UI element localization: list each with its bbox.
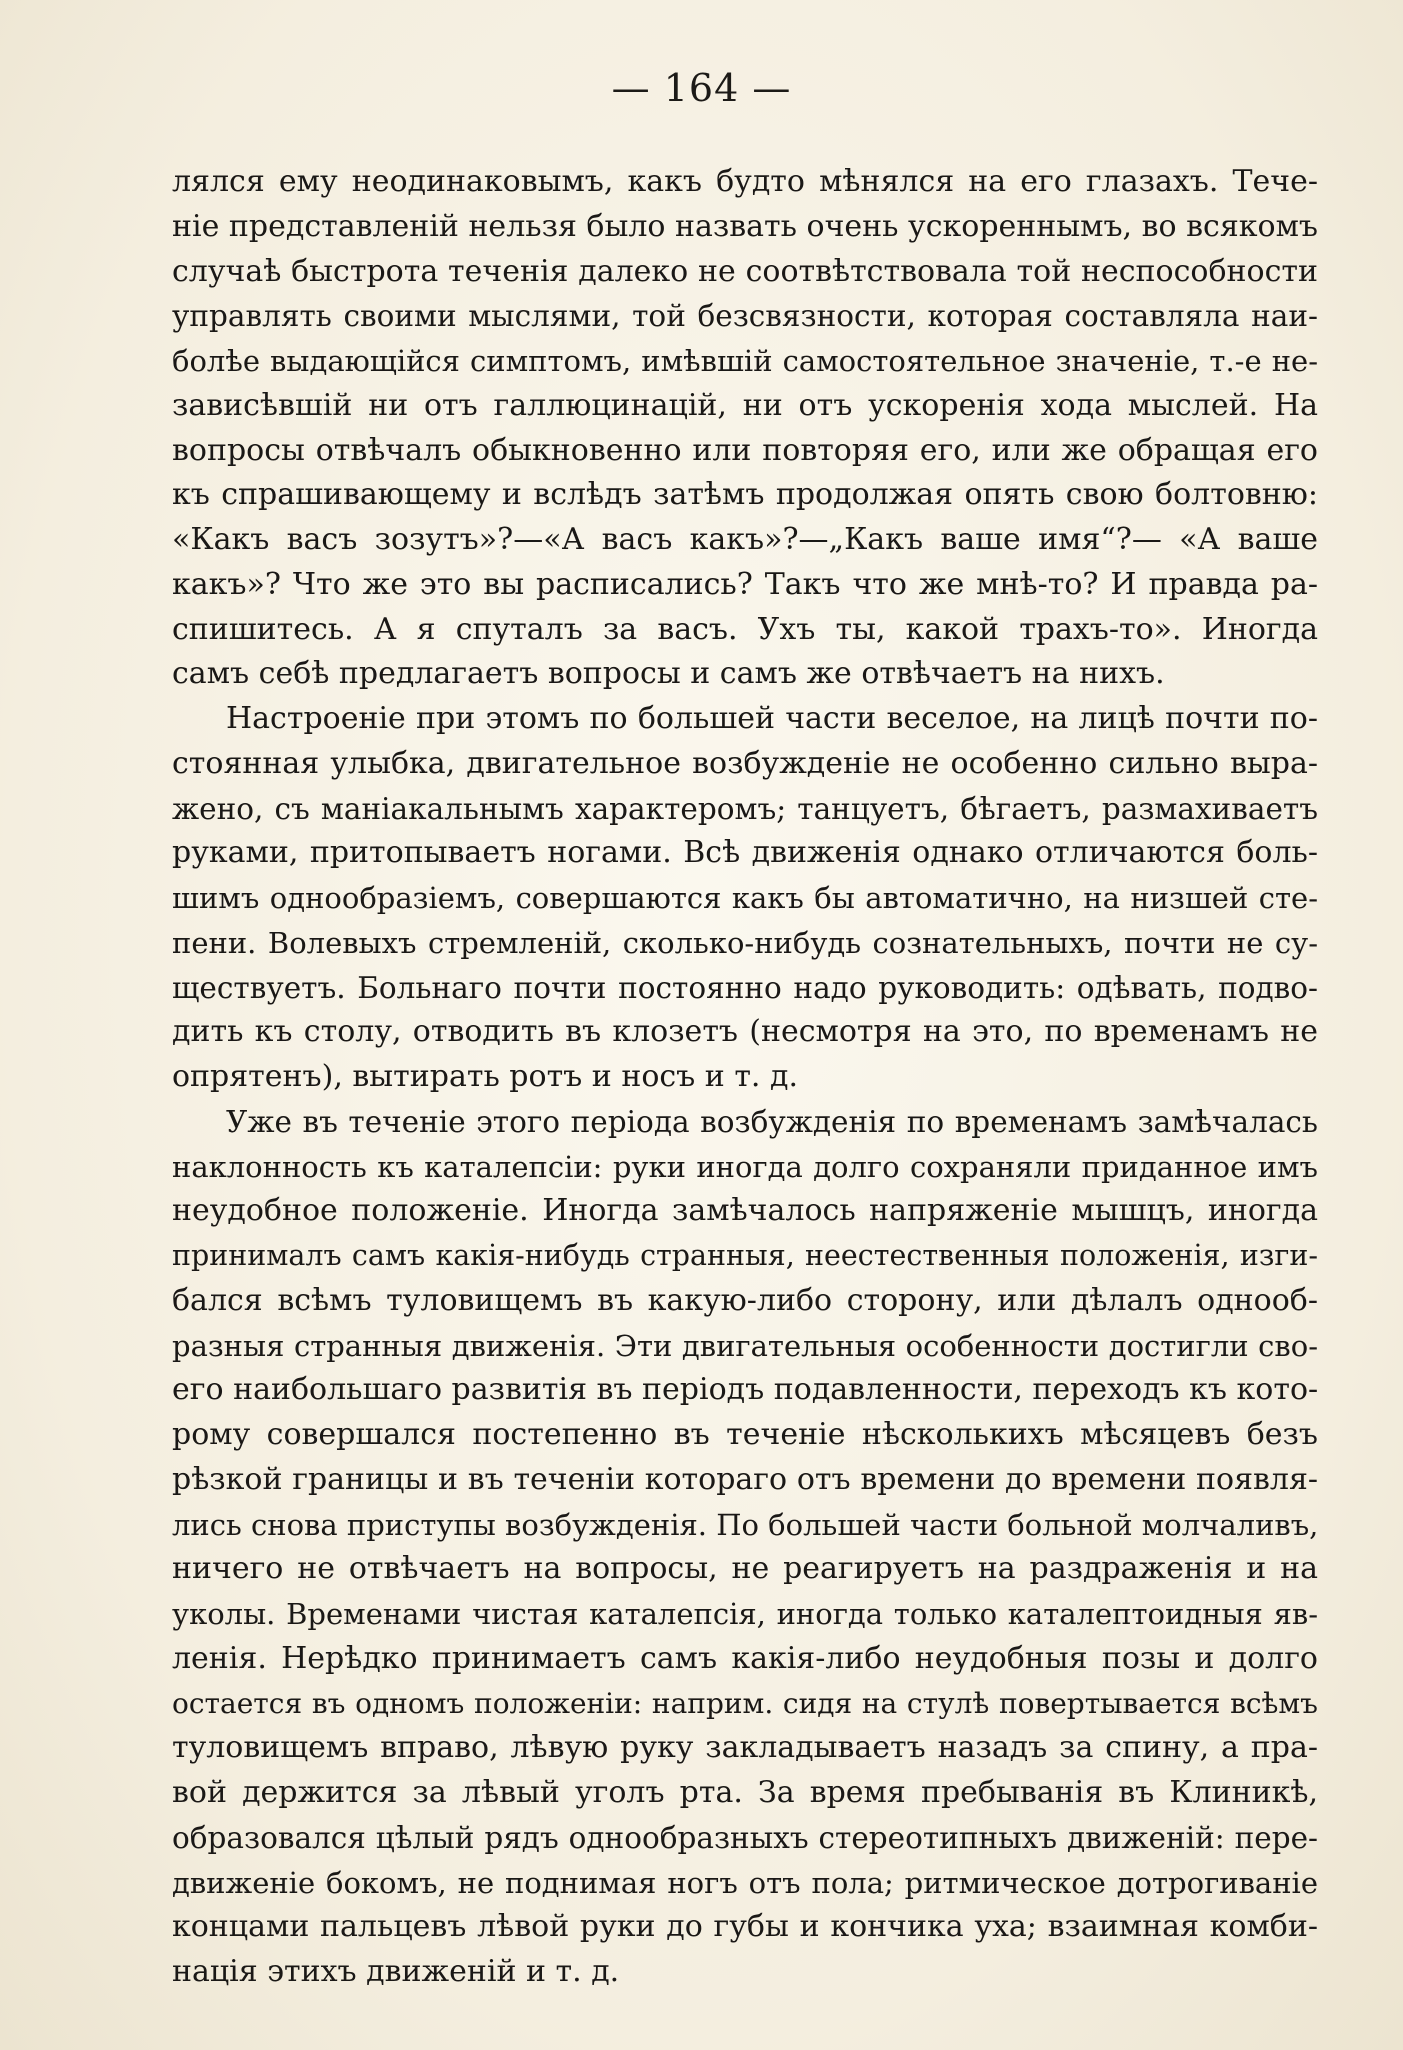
text-line: рѣзкой границы и въ теченіи котораго отъ времени до времени появля- [172, 1461, 1318, 1497]
text-line: лись снова приступы возбужденія. По большей части больной молчаливъ, [172, 1507, 1318, 1542]
text-line: къ спрашивающему и вслѣдъ затѣмъ продолжая опять свою болтовню: [172, 477, 1318, 513]
text-line: случаѣ быстрота теченія далеко не соотвѣтствовала той неспособности [172, 253, 1318, 289]
text-line: уколы. Временами чистая каталепсія, иногда только каталептоидныя яв- [172, 1597, 1318, 1631]
text-line: стоянная улыбка, двигательное возбужденіе не особенно сильно выра- [172, 745, 1318, 781]
text-line: туловищемъ вправо, лѣвую руку закладываетъ назадъ за спину, а пра- [172, 1730, 1318, 1766]
text-line: дить къ столу, отводить въ клозетъ (несмотря на это, по временамъ не [172, 1014, 1318, 1050]
text-line: жено, съ маніакальнымъ характеромъ; танцуетъ, бѣгаетъ, размахиваетъ [172, 791, 1318, 826]
text-line: его наибольшаго развитія въ періодъ подавленности, переходъ къ кото- [172, 1372, 1318, 1408]
text-line: шимъ однообразіемъ, совершаются какъ бы автоматично, на низшей сте- [172, 881, 1318, 915]
text-line: разныя странныя движенія. Эти двигательныя особенности достигли сво- [172, 1328, 1318, 1363]
text-line: концами пальцевъ лѣвой руки до губы и кончика уха; взаимная комби- [172, 1909, 1318, 1945]
text-line: вой держится за лѣвый уголъ рта. За время пребыванія въ Клиникѣ, [172, 1775, 1318, 1810]
text-line: ніе представленій нельзя было назвать очень ускореннымъ, во всякомъ [172, 208, 1318, 244]
text-line: рому совершался постепенно въ теченіе нѣсколькихъ мѣсяцевъ безъ [172, 1417, 1318, 1452]
text-line: принималъ самъ какія-нибудь странныя, неестественныя положенія, изги- [172, 1239, 1318, 1272]
text-line: болѣе выдающійся симптомъ, имѣвшій самостоятельное значеніе, т.-е не- [172, 344, 1318, 378]
text-line: наклонность къ каталепсіи: руки иногда долго сохраняли приданное имъ [172, 1149, 1318, 1184]
body-text [172, 160, 1318, 1995]
text-line: какъ»? Что же это вы расписались? Такъ что же мнѣ-то? И правда ра- [172, 566, 1318, 602]
text-line: управлять своими мыслями, той безсвязности, которая составляла наи- [172, 299, 1318, 334]
text-line: руками, притопываетъ ногами. Всѣ движенія однако отличаются боль- [172, 835, 1318, 871]
text-line: самъ себѣ предлагаетъ вопросы и самъ же отвѣчаетъ на нихъ. [172, 656, 1165, 692]
text-line: ществуетъ. Больнаго почти постоянно надо руководить: одѣвать, подво- [172, 970, 1318, 1005]
text-line: нація этихъ движеній и т. д. [172, 1954, 620, 1989]
text-line: спишитесь. А я спуталъ за васъ. Ухъ ты, какой трахъ-то». Иногда [172, 611, 1318, 647]
page-number: — 164 — [611, 66, 792, 110]
text-line: лялся ему неодинаковымъ, какъ будто мѣнялся на его глазахъ. Тече- [172, 164, 1318, 199]
text-line: «Какъ васъ зозутъ»?—«А васъ какъ»?—„Какъ ваше имя“?— «А ваше [172, 522, 1318, 557]
text-line: ленія. Нерѣдко принимаетъ самъ какія-либо неудобныя позы и долго [172, 1640, 1318, 1676]
text-line: зависѣвшій ни отъ галлюцинацій, ни отъ ускоренія хода мыслей. На [172, 387, 1318, 423]
text-line: вопросы отвѣчалъ обыкновенно или повторяя его, или же обращая его [172, 432, 1318, 468]
text-line: ничего не отвѣчаетъ на вопросы, не реагируетъ на раздраженія и на [172, 1551, 1318, 1587]
text-line: образовался цѣлый рядъ однообразныхъ стереотипныхъ движеній: пере- [172, 1820, 1318, 1855]
text-line: Уже въ теченіе этого періода возбужденія по временамъ замѣчалась [226, 1104, 1318, 1139]
text-line: Настроеніе при этомъ по большей части веселое, на лицѣ почти по- [226, 701, 1318, 736]
text-line: неудобное положеніе. Иногда замѣчалось напряженіе мышцъ, иногда [172, 1193, 1318, 1229]
text-line: остается въ одномъ положеніи: наприм. сидя на стулѣ повертывается всѣмъ [172, 1686, 1318, 1720]
text-line: движеніе бокомъ, не поднимая ногъ отъ пола; ритмическое дотрогиваніе [172, 1865, 1318, 1900]
text-line: бался всѣмъ туловищемъ въ какую-либо сторону, или дѣлалъ однооб- [172, 1282, 1318, 1318]
text-line: опрятенъ), вытирать ротъ и носъ и т. д. [172, 1059, 799, 1094]
text-line: пени. Волевыхъ стремленій, сколько-нибудь сознательныхъ, почти не су- [172, 925, 1318, 960]
